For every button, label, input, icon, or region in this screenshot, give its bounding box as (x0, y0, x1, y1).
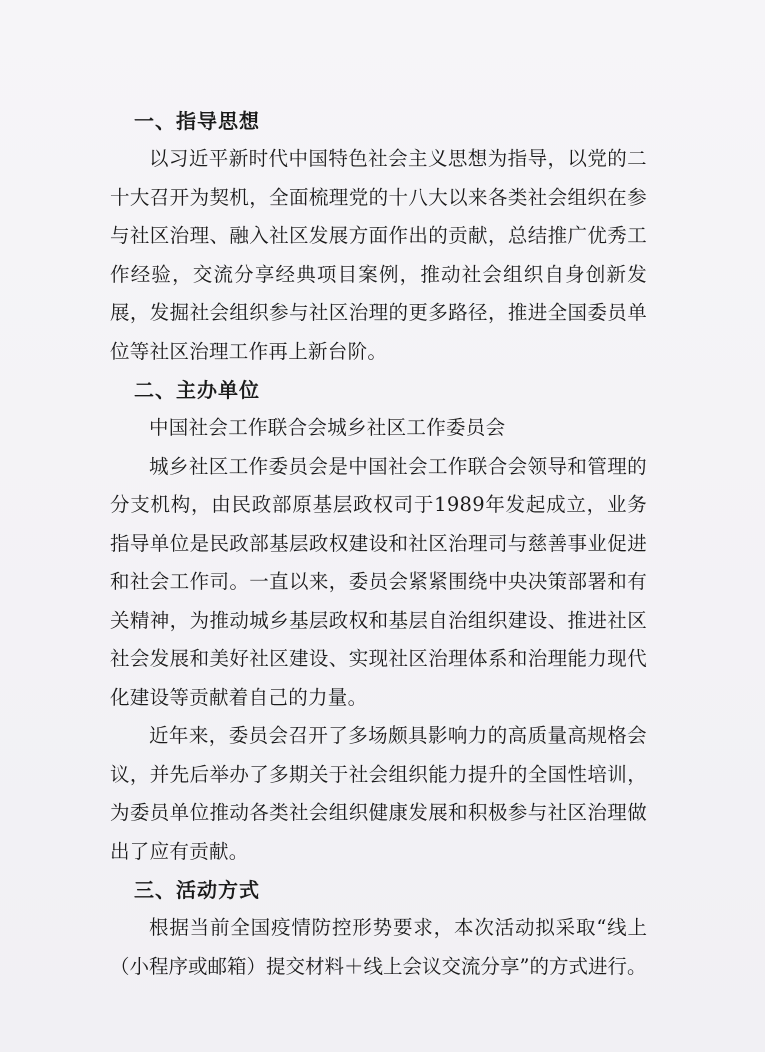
paragraph: 以习近平新时代中国特色社会主义思想为指导，以党的二十大召开为契机，全面梳理党的十八大以来各类社会组织在参与社区治理、融入社区发展方面作出的贡献，总结推广优秀工作经验，交流分享经典项目案例，推动社会组织自身创新发展，发掘社会组织参与社区治理的更多路径，推进全国委员单位等社区治理工作再上新台阶。 (110, 147, 647, 363)
section-activity-method (110, 871, 647, 986)
section-heading: 一、指导思想 (134, 109, 260, 133)
paragraph: 城乡社区工作委员会是中国社会工作联合会领导和管理的分支机构，由民政部原基层政权司于1989年发起成立，业务指导单位是民政部基层政权建设和社区治理司与慈善事业促进和社会工作司。一直以来，委员会紧紧围绕中央决策部署和有关精神，为推动城乡基层政权和基层自治组织建设、推进社区社会发展和美好社区建设、实现社区治理体系和治理能力现代化建设等贡献着自己的力量。 (110, 454, 647, 709)
section-guiding-ideology (110, 102, 647, 371)
section-heading: 二、主办单位 (134, 378, 260, 402)
paragraph: 根据当前全国疫情防控形势要求，本次活动拟采取“线上（小程序或邮箱）提交材料＋线上会议交流分享”的方式进行。 (110, 916, 647, 978)
paragraph: 近年来，委员会召开了多场颇具影响力的高质量高规格会议，并先后举办了多期关于社会组织能力提升的全国性培训，为委员单位推动各类社会组织健康发展和积极参与社区治理做出了应有贡献。 (110, 724, 647, 863)
section-organizer (110, 371, 647, 871)
section-heading: 三、活动方式 (134, 878, 260, 902)
organizer-name: 中国社会工作联合会城乡社区工作委员会 (149, 416, 506, 439)
